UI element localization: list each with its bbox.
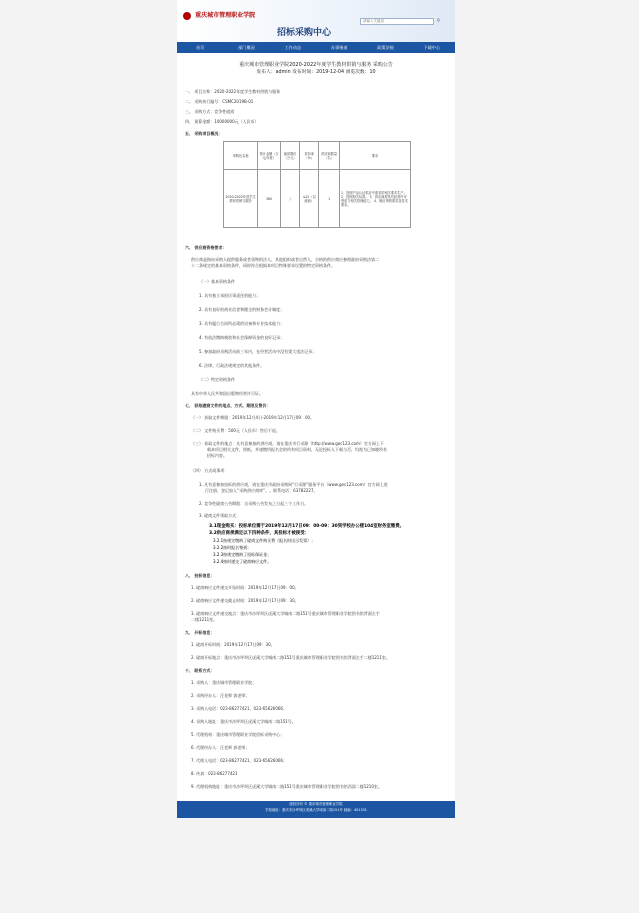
table-header: 折扣率（%） bbox=[300, 142, 319, 170]
section-budget: 四、 预算金额：10000000元（人民币） bbox=[185, 119, 259, 124]
table-cell: ≤22（以磋商） bbox=[300, 170, 319, 228]
page-container bbox=[177, 0, 455, 809]
method-condition: 3.2.3按规定缴纳了投标保证金； bbox=[213, 552, 272, 557]
nav-item-guide[interactable]: 办事指南 bbox=[330, 45, 348, 50]
table-row bbox=[224, 170, 411, 228]
nav-item-policy[interactable]: 政策法规 bbox=[377, 45, 394, 50]
section-contact: 十、 联系方式： bbox=[185, 668, 215, 673]
search-icon[interactable]: ⚲ bbox=[436, 18, 441, 24]
nav-item-download[interactable]: 下载中心 bbox=[423, 45, 441, 50]
site-header bbox=[177, 0, 455, 42]
method-condition: 3.2.4按时递交了磋商响应文件。 bbox=[213, 559, 272, 564]
contact-item: 5. 代理机构：重庆城市管理职业学院招标采购中心； bbox=[191, 732, 285, 737]
qualification-item: 6. 法律、行政法规规定的其他条件。 bbox=[199, 363, 265, 368]
section-opening-info: 九、 开标信息： bbox=[185, 630, 215, 635]
section-qualification: 六、 供应商资格要求： bbox=[185, 245, 227, 250]
table-cell: 1 bbox=[319, 170, 340, 228]
method-item: 2. 竞争性磋商公告期限：自采购公告发布之日起三个工作日。 bbox=[199, 501, 309, 506]
method-condition: 3.2.1按规定缴纳了磋商文件购买费（报名时出示发票）； bbox=[213, 538, 316, 543]
bid-item: 2. 磋商响应文件递交截止时间：2019年12月17日09：30。 bbox=[191, 598, 299, 603]
footer-address: 学校地址：重庆市沙坪坝区虎溪大学城南二路151号 邮编：401331 bbox=[265, 808, 367, 812]
table-header: 供应商数量（名） bbox=[319, 142, 340, 170]
method-item-cont: 行注册，登记加入“采购供应商库”。。联系电话：63782227。 bbox=[205, 488, 318, 493]
section-project-name: 一、 项目名称：2020-2022年度学生教材供销与服务 bbox=[185, 89, 281, 94]
nav-item-home[interactable]: 首页 bbox=[195, 45, 205, 50]
contact-item: 7. 代理人电话：023-86277421、023-65626066； bbox=[191, 758, 287, 763]
logo-text: 重庆城市管理职业学院 bbox=[195, 12, 256, 19]
qualification-para-2: 十二条规定的基本资格条件，同时符合根据本项目特殊要求设置的特定资格条件。 bbox=[191, 263, 335, 268]
contact-item: 1. 采购人：重庆城市管理职业学院； bbox=[191, 680, 257, 685]
contact-item: 2. 采购经办人：汪老师 郭老师； bbox=[191, 693, 250, 698]
table-cell: 360 bbox=[258, 170, 281, 228]
section-exec-number: 二、 采购执行编号：CSMC2019B-01 bbox=[185, 99, 254, 104]
search-input[interactable] bbox=[360, 18, 434, 25]
section-overview: 五、 采购项目概况： bbox=[185, 131, 223, 136]
section-obtain-docs: 七、 获取磋商文件的地点、方式、期限及售价： bbox=[185, 403, 271, 408]
nav-item-overview[interactable]: 部门概况 bbox=[238, 45, 255, 50]
qualification-para-1: 供应商是指向采购人提供服务或者货物的法人、其他组织或者自然人，合格的供应商应参照政府采购法第二 bbox=[191, 257, 379, 262]
table-cell: 1、按照产品认证供应中需求的相关要求生产。 2、按照相关标准。 3、供应商需具有经营许可资质与相关管理能力。 4、响应采购需求及技术要求。 bbox=[340, 170, 411, 228]
section-method: 三、 采购方式：竞争性磋商 bbox=[185, 109, 235, 114]
site-footer bbox=[177, 801, 455, 818]
article-meta: 发布人：admin 发布时间：2019-12-04 浏览次数：10 bbox=[256, 70, 376, 75]
table-header: 最高限价（万元） bbox=[281, 142, 300, 170]
bid-item: 1. 磋商响应文件递交开始时间：2019年12月17日09：00。 bbox=[191, 585, 299, 590]
bid-item-cont: 二楼1211室。 bbox=[191, 617, 218, 622]
article-title: 重庆城市管理职业学院2020-2022年度学生教材供销与服务 采购公告 bbox=[239, 62, 393, 68]
qualification-item: 1. 具有独立承担民事责任的能力； bbox=[199, 293, 261, 298]
main-nav bbox=[177, 42, 455, 53]
site-title: 招标采购中心 bbox=[277, 28, 332, 38]
obtain-item: （一） 获取文件期限：2019年12月4日-2019年12月17日09：00。 bbox=[191, 415, 315, 420]
method-conditions: 3.2供应商须满足以下四种条件，其投标才被接受： bbox=[209, 531, 309, 536]
table-header-row bbox=[224, 142, 411, 170]
bid-item: 3. 磋商响应文件递交地点：重庆市沙坪坝区虎溪大学城南二路151号重庆城市管理职业学院图书馆背面左手 bbox=[191, 611, 380, 616]
obtain-item: （二） 文件购买费：500元（人民币）售后不退。 bbox=[191, 428, 280, 433]
article-content bbox=[177, 61, 455, 809]
opening-item: 2. 磋商开标地点：重庆市沙坪坝区虎溪大学城南二路151号重庆城市管理职业学院图书馆背面左手二楼1211室。 bbox=[191, 655, 390, 660]
contact-item: 9. 代理机构地址：重庆市沙坪坝区虎溪大学城南二路151号重庆城市管理职业学院图书馆西面二楼1210室。 bbox=[191, 784, 382, 789]
opening-item: 1. 磋商开标时间：2019年12月17日09：30。 bbox=[191, 642, 275, 647]
method-item: 3. 磋商文件领取方式： bbox=[199, 513, 241, 518]
method-item: 1. 凡有意参加投标的供应商，请在重庆市政府采购网“行采源”服务平台（www.gec123.com）官方网上进 bbox=[199, 482, 388, 487]
table-cell: / bbox=[281, 170, 300, 228]
qualification-note: 具有中华人民共和国出版物经营许可证。 bbox=[191, 391, 263, 396]
qualification-item: 2. 具有良好的商业信誉和健全的财务会计制度； bbox=[199, 307, 285, 312]
qualification-item: 3. 具有履行合同所必需的设备和专业技术能力； bbox=[199, 321, 285, 326]
table-header: 要求 bbox=[340, 142, 411, 170]
nav-item-news[interactable]: 工作动态 bbox=[284, 45, 302, 50]
obtain-item-cont: 载本项目相关文件，图纸，并递缴所报名会的所有项目资料，无论投标人下载与否，均视为已知晓所有 bbox=[207, 447, 387, 452]
table-header: 采购包名称 bbox=[224, 142, 258, 170]
contact-item: 4. 采购人地址：重庆市沙坪坝区虎溪大学城南二路151号。 bbox=[191, 719, 296, 724]
college-logo[interactable] bbox=[183, 10, 255, 20]
contact-item: 8. 传真：023-86277421 bbox=[191, 771, 238, 776]
table-cell: 2020-2022年度学生教材供销与服务 bbox=[224, 170, 258, 228]
qualification-sub-basic: （一）基本资格条件 bbox=[199, 279, 235, 284]
qualification-item: 4. 有依法缴纳税收和社会保障资金的良好记录； bbox=[199, 335, 285, 340]
method-cash-purchase: 3.1现金购买：投标单位需于2019年12月17日09：00-09：30到学校办公楼104室财务室缴费。 bbox=[209, 524, 404, 529]
project-table bbox=[223, 141, 411, 228]
method-condition: 3.2.2按时报名签到； bbox=[213, 545, 252, 550]
obtain-item: （四） 方式或事项： bbox=[191, 468, 229, 473]
obtain-item-cont: 招标内容。 bbox=[207, 453, 227, 458]
college-seal-icon bbox=[183, 12, 191, 20]
section-bid-info: 八、 投标信息： bbox=[185, 573, 215, 578]
table-header: 预计金额（万元/年度） bbox=[258, 142, 281, 170]
footer-copyright: 版权所有 © 重庆城市管理职业学院 bbox=[289, 802, 343, 806]
contact-item: 6. 代理经办人：汪老师 郭老师； bbox=[191, 745, 250, 750]
qualification-sub-special: （二）特定资格条件 bbox=[199, 377, 235, 382]
obtain-item: （三） 获取文件的地点：凡有意参加的供应商，请在重庆市行采源（http://www.gec123.com）官方网上下 bbox=[191, 441, 384, 446]
qualification-item: 5. 参加政府采购活动前三年内，在经营活动中没有重大违法记录； bbox=[199, 349, 317, 354]
contact-item: 3. 采购人电话：023-86277421、023-65626066； bbox=[191, 706, 287, 711]
